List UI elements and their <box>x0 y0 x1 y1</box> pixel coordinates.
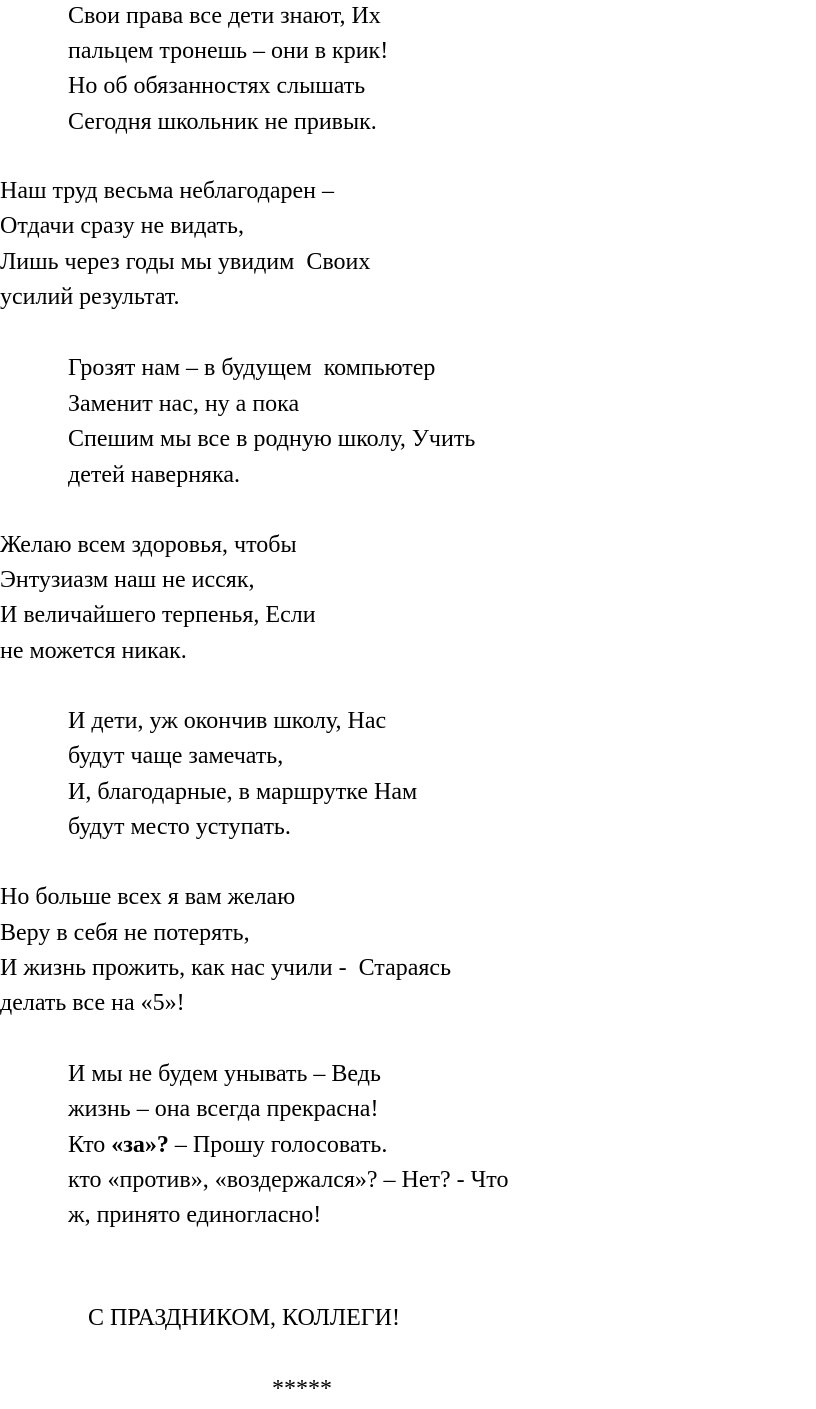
poem-line: Но об обязанностях слышать <box>68 73 366 99</box>
poem-line: Свои права все дети знают, Их <box>68 3 381 29</box>
poem-line: будут чаще замечать, <box>68 743 284 769</box>
poem-line: И дети, уж окончив школу, Нас <box>68 708 387 734</box>
poem-line: делать все на «5»! <box>0 990 185 1016</box>
bold-vote-text: «за»? <box>111 1132 169 1158</box>
poem-line: И, благодарные, в маршрутке Нам <box>68 779 418 805</box>
poem-line: кто «против», «воздержался»? – Нет? - Что <box>68 1167 509 1193</box>
poem-line: И величайшего терпенья, Если <box>0 602 316 628</box>
poem-line: Спешим мы все в родную школу, Учить <box>68 426 476 452</box>
poem-text: – Прошу голосовать. <box>168 1132 388 1158</box>
poem-line: Желаю всем здоровья, чтобы <box>0 532 297 558</box>
poem-line: ж, принято единогласно! <box>68 1202 322 1228</box>
poem-line: усилий результат. <box>0 284 180 310</box>
stars-separator: ***** <box>272 1376 332 1402</box>
poem-line: жизнь – она всегда прекрасна! <box>68 1096 379 1122</box>
poem-line: будут место уступать. <box>68 814 291 840</box>
poem-line: Наш труд весьма неблагодарен – <box>0 178 334 204</box>
poem-line: Сегодня школьник не привык. <box>68 109 377 135</box>
poem-line: Но больше всех я вам желаю <box>0 884 296 910</box>
poem-line: И жизнь прожить, как нас учили - Стараясь <box>0 955 452 981</box>
poem-line: не можется никак. <box>0 638 187 664</box>
poem-line: детей наверняка. <box>68 462 241 488</box>
poem-line <box>68 1131 387 1159</box>
poem-line: Лишь через годы мы увидим Своих <box>0 249 371 275</box>
poem-line: Веру в себя не потерять, <box>0 920 250 946</box>
poem-line: пальцем тронешь – они в крик! <box>68 38 389 64</box>
poem-text: Кто <box>68 1132 112 1158</box>
poem-line: Отдачи сразу не видать, <box>0 213 244 239</box>
poem-line: Энтузиазм наш не иссяк, <box>0 567 255 593</box>
poem-line: И мы не будем унывать – Ведь <box>68 1061 381 1087</box>
greeting-heading: С ПРАЗДНИКОМ, КОЛЛЕГИ! <box>88 1305 400 1331</box>
poem-line: Грозят нам – в будущем компьютер <box>68 355 436 381</box>
poem-line: Заменит нас, ну а пока <box>68 391 300 417</box>
